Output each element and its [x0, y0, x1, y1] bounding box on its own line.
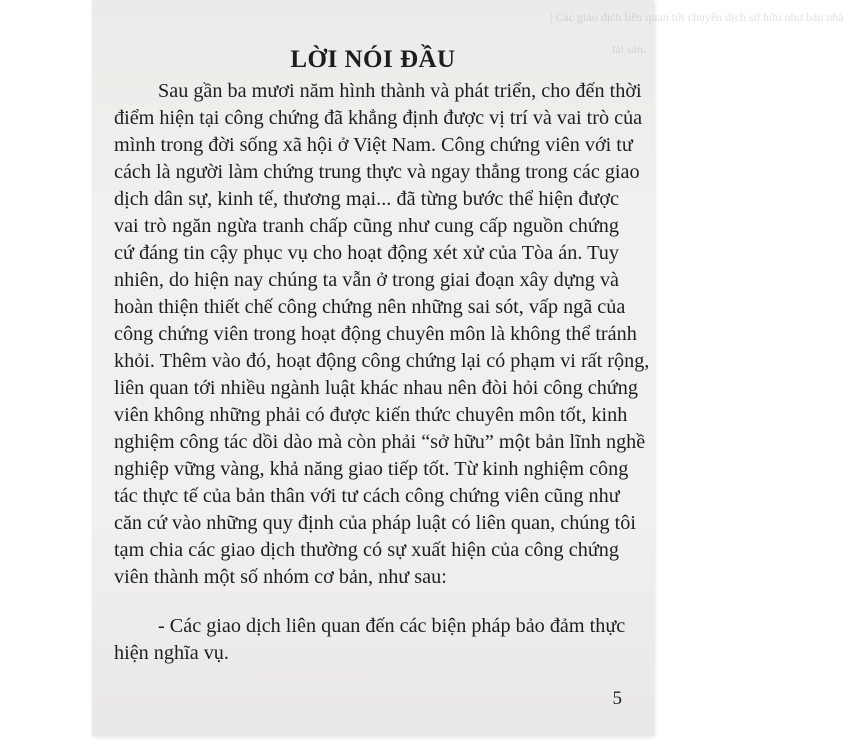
bleed-through-text: | Các giao dịch liên quan tới chuyển dịch sở hữu như bán nhà: [550, 10, 844, 24]
paragraph-line: nghiệm công tác dồi dào mà còn phải “sở hữu” một bản lĩnh nghề: [114, 431, 646, 453]
bullet-line: hiện nghĩa vụ.: [114, 642, 229, 664]
body-paragraph: [114, 78, 650, 591]
paragraph-line: dịch dân sự, kinh tế, thương mại... đã từng bước thể hiện được: [114, 188, 619, 210]
bullet-line: - Các giao dịch liên quan đến các biện pháp bảo đảm thực: [158, 615, 626, 637]
page-number: 5: [612, 688, 622, 709]
paragraph-line: hoàn thiện thiết chế công chứng nên những sai sót, vấp ngã của: [114, 296, 626, 318]
book-page: [92, 0, 844, 735]
paragraph-line: mình trong đời sống xã hội ở Việt Nam. Công chứng viên với tư: [114, 134, 633, 156]
bullet-item: [114, 613, 626, 667]
paragraph-line: tạm chia các giao dịch thường có sự xuất hiện của công chứng: [114, 539, 619, 561]
paragraph-line: nhiên, do hiện nay chúng ta vẫn ở trong giai đoạn xây dựng và: [114, 269, 619, 291]
paragraph-line: cách là người làm chứng trung thực và ngay thẳng trong các giao: [114, 161, 640, 183]
page-title: LỜI NÓI ĐẦU: [290, 46, 456, 73]
paragraph-line: Sau gần ba mươi năm hình thành và phát triển, cho đến thời: [158, 80, 642, 102]
paragraph-line: viên thành một số nhóm cơ bản, như sau:: [114, 566, 447, 588]
paragraph-line: công chứng viên trong hoạt động chuyên môn là không thể tránh: [114, 323, 637, 345]
paragraph-line: vai trò ngăn ngừa tranh chấp cũng như cung cấp nguồn chứng: [114, 215, 619, 237]
paragraph-line: viên không những phải có được kiến thức chuyên môn tốt, kinh: [114, 404, 628, 426]
paragraph-line: khỏi. Thêm vào đó, hoạt động công chứng lại có phạm vi rất rộng,: [114, 350, 650, 372]
paragraph-line: căn cứ vào những quy định của pháp luật có liên quan, chúng tôi: [114, 512, 636, 534]
paragraph-line: điểm hiện tại công chứng đã khẳng định được vị trí và vai trò của: [114, 107, 643, 129]
paragraph-line: cứ đáng tin cậy phục vụ cho hoạt động xét xử của Tòa án. Tuy: [114, 242, 619, 264]
bleed-through-text-2: tài sản.: [612, 42, 646, 56]
paragraph-line: liên quan tới nhiều ngành luật khác nhau nên đòi hỏi công chứng: [114, 377, 638, 399]
paragraph-line: tác thực tế của bản thân với tư cách công chứng viên cũng như: [114, 485, 620, 507]
paragraph-line: nghiệp vững vàng, khả năng giao tiếp tốt. Từ kinh nghiệm công: [114, 458, 629, 480]
